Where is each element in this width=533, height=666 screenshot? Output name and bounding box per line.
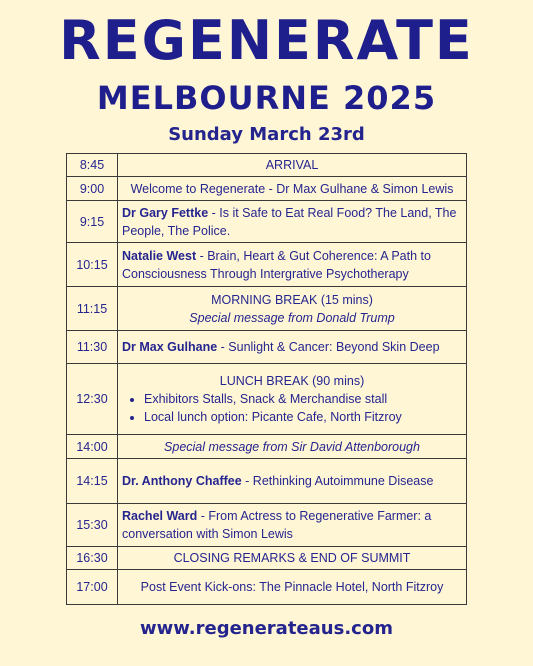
session-cell: Post Event Kick-ons: The Pinnacle Hotel, North Fitzroy bbox=[118, 570, 467, 605]
speaker-name: Dr Max Gulhane bbox=[122, 340, 218, 354]
schedule-table bbox=[66, 153, 467, 605]
table-row bbox=[67, 435, 467, 459]
session-cell bbox=[118, 459, 467, 504]
time-cell: 9:15 bbox=[67, 201, 118, 243]
time-cell: 9:00 bbox=[67, 177, 118, 201]
time-cell: 12:30 bbox=[67, 364, 118, 435]
session-cell bbox=[118, 287, 467, 331]
table-row bbox=[67, 177, 467, 201]
event-date: Sunday March 23rd bbox=[168, 124, 365, 145]
session-cell: ARRIVAL bbox=[118, 154, 467, 177]
table-row bbox=[67, 243, 467, 287]
session-cell bbox=[118, 201, 467, 243]
speaker-name: Dr. Anthony Chaffee bbox=[122, 474, 242, 488]
time-cell: 11:30 bbox=[67, 331, 118, 364]
time-cell: 11:15 bbox=[67, 287, 118, 331]
time-cell: 14:15 bbox=[67, 459, 118, 504]
session-cell bbox=[118, 243, 467, 287]
table-row bbox=[67, 459, 467, 504]
table-row bbox=[67, 504, 467, 547]
speaker-name: Rachel Ward bbox=[122, 509, 198, 523]
time-cell: 10:15 bbox=[67, 243, 118, 287]
page-title: REGENERATE bbox=[59, 9, 474, 72]
table-row bbox=[67, 570, 467, 605]
session-title: - From Actress to Regenerative Farmer: a conversation with Simon Lewis bbox=[122, 509, 432, 541]
break-label: MORNING BREAK (15 mins) bbox=[211, 292, 373, 307]
time-cell: 15:30 bbox=[67, 504, 118, 547]
session-cell: Welcome to Regenerate - Dr Max Gulhane & Simon Lewis bbox=[118, 177, 467, 201]
session-cell bbox=[118, 504, 467, 547]
table-row bbox=[67, 287, 467, 331]
lunch-list bbox=[122, 390, 462, 426]
list-item: • Local lunch option: Picante Cafe, North Fitzroy bbox=[144, 408, 462, 426]
session-cell bbox=[118, 331, 467, 364]
speaker-name: Natalie West bbox=[122, 248, 197, 263]
session-cell: CLOSING REMARKS & END OF SUMMIT bbox=[118, 547, 467, 570]
time-cell: 8:45 bbox=[67, 154, 118, 177]
special-message: Special message from Donald Trump bbox=[189, 310, 395, 325]
website-link[interactable]: www.regenerateaus.com bbox=[140, 618, 393, 639]
table-row bbox=[67, 201, 467, 243]
session-title: - Is it Safe to Eat Real Food? The Land, The People, The Police. bbox=[122, 205, 457, 238]
speaker-name: Dr Gary Fettke bbox=[122, 205, 209, 220]
time-cell: 16:30 bbox=[67, 547, 118, 570]
break-label: LUNCH BREAK (90 mins) bbox=[219, 374, 365, 388]
table-row bbox=[67, 364, 467, 435]
session-title: - Brain, Heart & Gut Coherence: A Path to Consciousness Through Intergrative Psychotherapy bbox=[122, 248, 431, 281]
session-title: - Sunlight & Cancer: Beyond Skin Deep bbox=[217, 340, 440, 354]
special-message: Special message from Sir David Attenborough bbox=[118, 435, 467, 459]
table-row bbox=[67, 154, 467, 177]
event-subtitle: MELBOURNE 2025 bbox=[96, 79, 437, 117]
session-cell bbox=[118, 364, 467, 435]
table-row bbox=[67, 331, 467, 364]
time-cell: 17:00 bbox=[67, 570, 118, 605]
session-title: - Rethinking Autoimmune Disease bbox=[241, 474, 434, 488]
list-item: • Exhibitors Stalls, Snack & Merchandise stall bbox=[144, 390, 462, 408]
time-cell: 14:00 bbox=[67, 435, 118, 459]
table-row bbox=[67, 547, 467, 570]
